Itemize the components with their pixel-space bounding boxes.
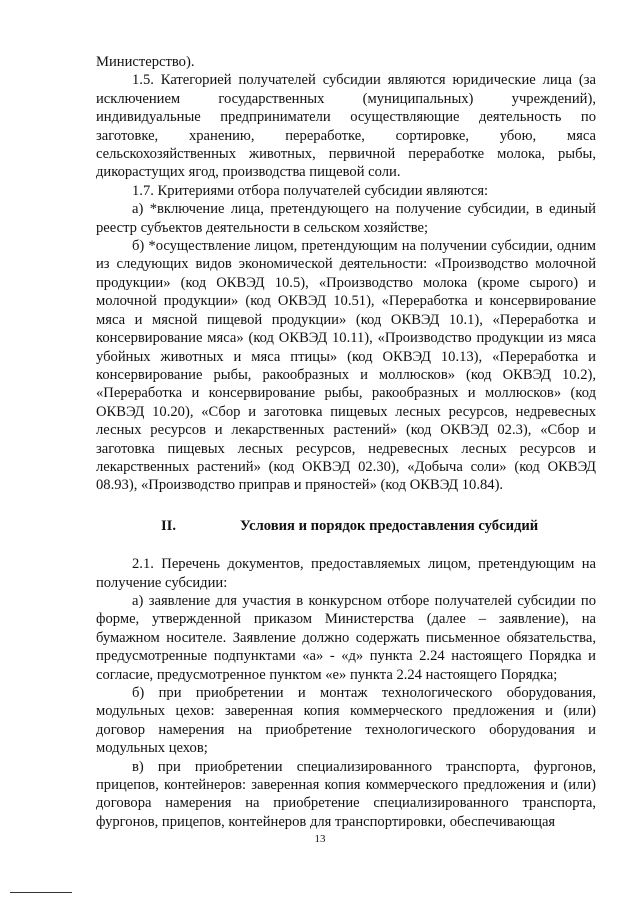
paragraph-1-5: 1.5. Категорией получателей субсидии являются юридические лица (за исключением государственных (муниципальных) учреждений), индивидуальные предприниматели осуществляющие деятельность по заготовке, хранению, переработке, сортировке, убою, мяса сельскохозяйственных животных, первичной переработке молока, рыбы, дикорастущих ягод, производства пищевой соли. (96, 72, 596, 181)
paragraph-1-7-a: а) *включение лица, претендующего на получение субсидии, в единый реестр субъектов деятельности в сельском хозяйстве; (96, 201, 596, 236)
paragraph-2-1-b: б) при приобретении и монтаж технологического оборудования, модульных цехов: заверенная копия коммерческого предложения и (или) договор намерения на приобретение технологического оборудования и модульных цехов; (96, 685, 596, 757)
section-heading (96, 517, 596, 535)
page-number: 13 (314, 833, 326, 845)
paragraph-2-1-a: а) заявление для участия в конкурсном отборе получателей субсидии по форме, утвержденной приказом Министерства (далее – заявление), на бумажном носителе. Заявление должно содержать письменное обязательства, предусмотренные подпунктами «а» - «д» пункта 2.24 настоящего Порядка и согласие, предусмотренное пунктом «е» пункта 2.24 настоящего Порядка; (96, 592, 596, 683)
document-body (96, 53, 596, 831)
section-number: II. (160, 517, 176, 534)
paragraph-2-1: 2.1. Перечень документов, предоставляемых лицом, претендующим на получение субсидии: (96, 556, 596, 591)
paragraph-1-7-b: б) *осуществление лицом, претендующим на получении субсидии, одним из следующих видов экономической деятельности: «Производство молочной продукции» (код ОКВЭД 10.5), «Производство молока (кроме сырого) и молочной продукции» (код ОКВЭД 10.51), «Переработка и консервирование мяса и мясной пищевой продукции» (код ОКВЭД 10.1), «Переработка и консервирование мяса» (код ОКВЭД 10.11), «Производство продукции из мяса убойных животных и мяса птицы» (код ОКВЭД 10.13), «Переработка и консервирование рыбы, ракообразных и моллюсков» (код ОКВЭД 10.2), «Переработка и консервирование рыбы, ракообразных и моллюсков» (код ОКВЭД 10.20), «Сбор и заготовка пищевых лесных ресурсов, недревесных лесных ресурсов и лекарственных растений» (код ОКВЭД 02.3), «Сбор и заготовка пищевых лесных ресурсов, недревесных лесных ресурсов и лекарственных растений» (код ОКВЭД 02.30), «Добыча соли» (код ОКВЭД 08.93), «Производство приправ и пряностей» (код ОКВЭД 10.84). (96, 238, 596, 494)
paragraph-2-1-v: в) при приобретении специализированного транспорта, фургонов, прицепов, контейнеров: заверенная копия коммерческого предложения и (или) договора намерения на приобретение специализированного транспорта, фургонов, прицепов, контейнеров для транспортировки, обеспечивающая (96, 758, 596, 830)
intro-line: Министерство). (96, 54, 195, 70)
footer-divider (10, 892, 72, 893)
section-title: Условия и порядок предоставления субсидий (240, 517, 539, 534)
paragraph-1-7: 1.7. Критериями отбора получателей субсидии являются: (132, 182, 489, 199)
